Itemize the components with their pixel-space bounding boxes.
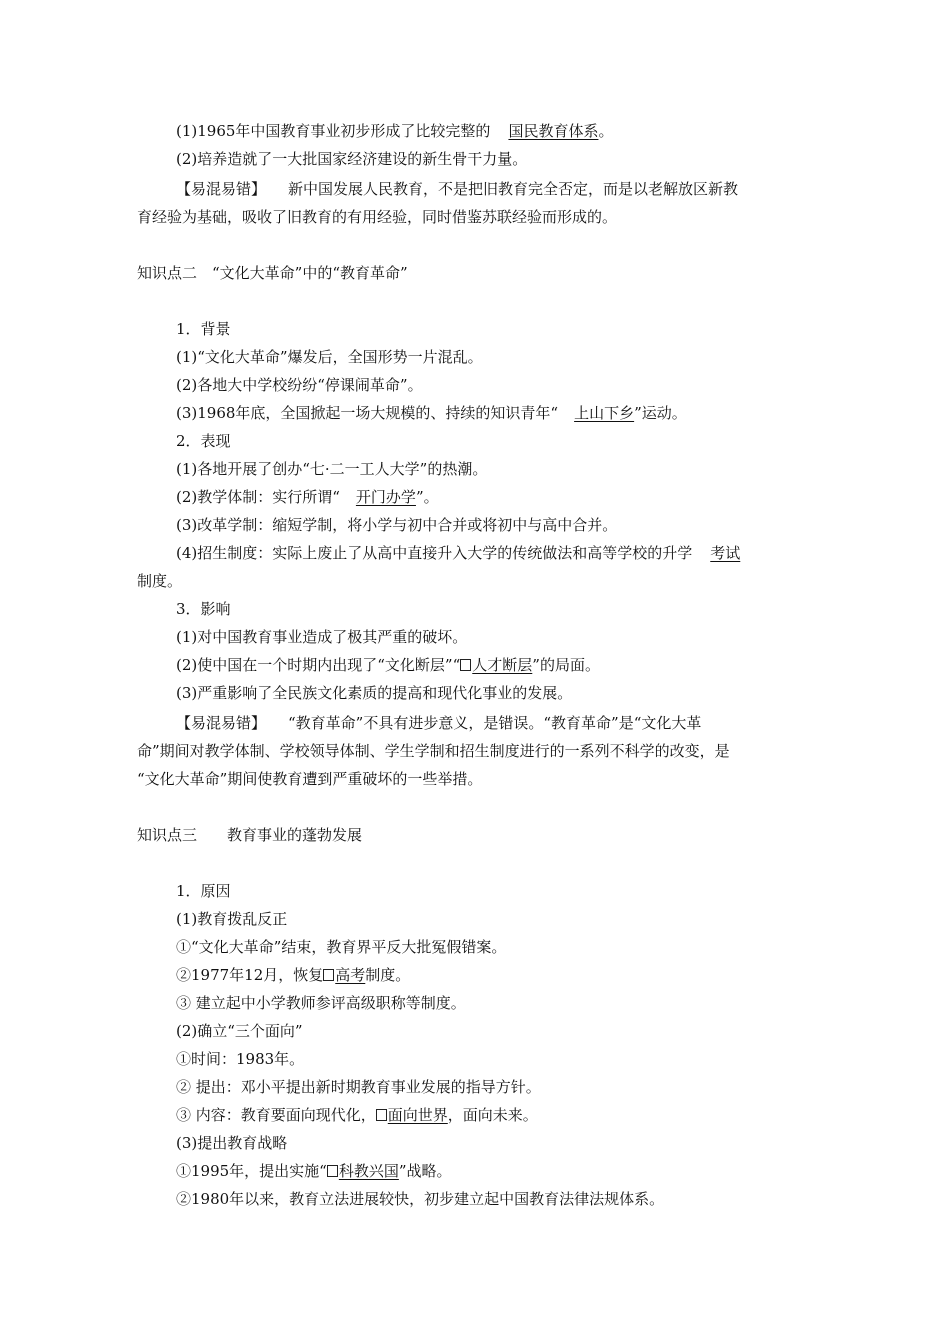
mf-item-1: (1)各地开展了创办“七·二一工人大学”的热潮。	[176, 460, 488, 478]
reason-2c: ③ 内容：教育要面向现代化， 面向世界，面向未来。	[176, 1106, 538, 1124]
answer-blank: 开门办学	[355, 488, 416, 506]
mf-item-4-cont: 制度。	[137, 572, 183, 590]
bg-item-2: (2)各地大中学校纷纷“停课闹革命”。	[176, 376, 423, 394]
note2-line-2: 命”期间对教学体制、学校领导体制、学生学制和招生制度进行的一系列不科学的改变，是	[137, 742, 730, 760]
mf-item-4: (4)招生制度：实际上废止了从高中直接升入大学的传统做法和高等学校的升学 考试	[176, 544, 741, 562]
note-tag: 【易混易错】	[176, 180, 267, 198]
heading-reason: 1．原因	[176, 882, 231, 900]
note2-line-3: “文化大革命”期间使教育遭到严重破坏的一些举措。	[137, 770, 483, 788]
im-item-3: (3)严重影响了全民族文化素质的提高和现代化事业的发展。	[176, 684, 573, 702]
answer-blank: 上山下乡	[574, 404, 635, 422]
mf-item-2: (2)教学体制：实行所谓“ 开门办学”。	[176, 488, 439, 506]
note-line-1: 【易混易错】 新中国发展人民教育，不是把旧教育完全否定，而是以老解放区新教	[176, 180, 739, 198]
answer-blank: 科教兴国	[338, 1162, 399, 1180]
reason-1c: ③ 建立起中小学教师参评高级职称等制度。	[176, 994, 466, 1012]
im-item-1: (1)对中国教育事业造成了极其严重的破坏。	[176, 628, 468, 646]
bg-item-1: (1)“文化大革命”爆发后，全国形势一片混乱。	[176, 348, 483, 366]
heading-background: 1．背景	[176, 320, 231, 338]
heading-impact: 3．影响	[176, 600, 231, 618]
answer-blank: 面向世界	[387, 1106, 448, 1124]
note-tag: 【易混易错】	[176, 714, 267, 732]
point-2: (2)培养造就了一大批国家经济建设的新生骨干力量。	[176, 150, 528, 168]
answer-blank: 高考	[335, 966, 366, 984]
reason-1b: ②1977年12月，恢复 高考制度。	[176, 966, 411, 984]
im-item-2: (2)使中国在一个时期内出现了“文化断层”“ 人才断层”的局面。	[176, 656, 600, 674]
note-line-2: 育经验为基础，吸收了旧教育的有用经验，同时借鉴苏联经验而形成的。	[137, 208, 618, 226]
reason-3: (3)提出教育战略	[176, 1134, 288, 1152]
checkbox-icon	[376, 1109, 387, 1121]
bg-item-3: (3)1968年底，全国掀起一场大规模的、持续的知识青年“ 上山下乡”运动。	[176, 404, 687, 422]
section-title-2: 知识点二 “文化大革命”中的“教育革命”	[137, 264, 408, 282]
reason-1: (1)教育拨乱反正	[176, 910, 288, 928]
reason-2b: ② 提出：邓小平提出新时期教育事业发展的指导方针。	[176, 1078, 541, 1096]
checkbox-icon	[327, 1165, 338, 1177]
heading-manifestation: 2．表现	[176, 432, 231, 450]
checkbox-icon	[323, 969, 334, 981]
note2-line-1: 【易混易错】 “教育革命”不具有进步意义，是错误。“教育革命”是“文化大革	[176, 714, 702, 732]
point-1: (1)1965年中国教育事业初步形成了比较完整的 国民教育体系。	[176, 122, 614, 140]
answer-blank: 人才断层	[472, 656, 533, 674]
answer-blank: 国民教育体系	[508, 122, 599, 140]
answer-blank: 考试	[710, 544, 741, 562]
reason-3a: ①1995年，提出实施“ 科教兴国”战略。	[176, 1162, 452, 1180]
reason-3b: ②1980年以来，教育立法进展较快，初步建立起中国教育法律法规体系。	[176, 1190, 665, 1208]
reason-1a: ①“文化大革命”结束，教育界平反大批冤假错案。	[176, 938, 507, 956]
reason-2a: ①时间：1983年。	[176, 1050, 305, 1068]
reason-2: (2)确立“三个面向”	[176, 1022, 303, 1040]
mf-item-3: (3)改革学制：缩短学制，将小学与初中合并或将初中与高中合并。	[176, 516, 618, 534]
section-title-3: 知识点三 教育事业的蓬勃发展	[137, 826, 363, 844]
checkbox-icon	[460, 659, 471, 671]
